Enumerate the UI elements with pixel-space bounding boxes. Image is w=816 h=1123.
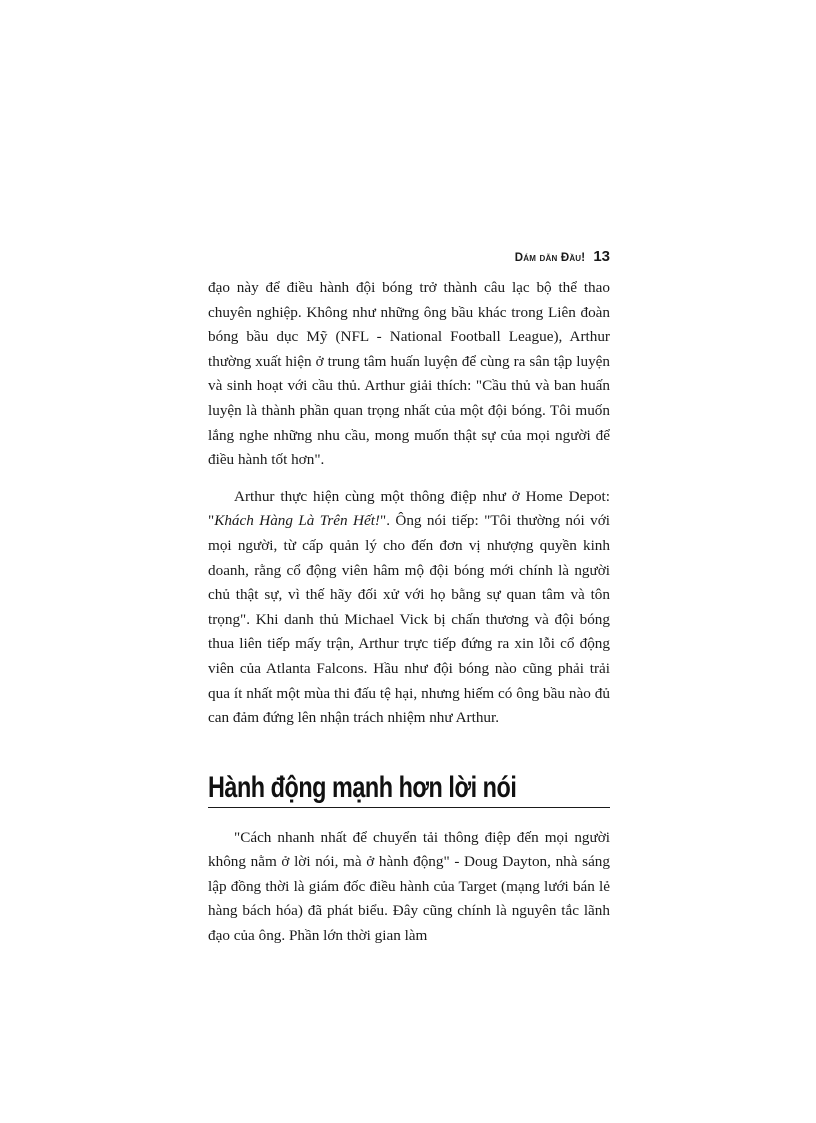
- heading-underline: [208, 807, 610, 808]
- page-number: 13: [593, 248, 610, 265]
- paragraph-text-end: ". Ông nói tiếp: "Tôi thường nói với mọi người, từ cấp quản lý cho đến đơn vị nhượng quyền kinh doanh, rằng cổ động viên hâm mộ đội bóng mới chính là người chủ thật sự, vì thế hãy đối xử với họ bằng sự quan tâm và tôn trọng". Khi danh thủ Michael Vick bị chấn thương và đội bóng thua liên tiếp mấy trận, Arthur trực tiếp đứng ra xin lỗi cổ động viên của Atlanta Falcons. Hầu như đội bóng nào cũng phải trải qua ít nhất một mùa thi đấu tệ hại, nhưng hiếm có ông bầu nào đủ can đảm đứng lên nhận trách nhiệm như Arthur.: [208, 512, 611, 727]
- paragraph-continuation: đạo này để điều hành đội bóng trở thành câu lạc bộ thể thao chuyên nghiệp. Không như những ông bầu khác trong Liên đoàn bóng bầu dục Mỹ (NFL - National Football League), Arthur thường xuất hiện ở trung tâm huấn luyện để cùng ra sân tập luyện và sinh hoạt với cầu thủ. Arthur giải thích: "Cầu thủ và ban huấn luyện là thành phần quan trọng nhất của một đội bóng. Tôi muốn lắng nghe những nhu cầu, mong muốn thật sự của mọi người để điều hành tốt hơn".: [208, 279, 610, 469]
- page-body: [208, 276, 610, 949]
- paragraph-doug-dayton: "Cách nhanh nhất để chuyển tải thông điệp đến mọi người không nằm ở lời nói, mà ở hành động" - Doug Dayton, nhà sáng lập đồng thời là giám đốc điều hành của Target (mạng lưới bán lẻ hàng bách hóa) đã phát biểu. Đây cũng chính là nguyên tắc lãnh đạo của ông. Phần lớn thời gian làm: [208, 828, 610, 945]
- book-title: Dám dẫn Đầu!: [514, 252, 586, 264]
- running-header: [0, 248, 610, 266]
- paragraph-home-depot: [208, 485, 610, 731]
- paragraph-text-start: Arthur thực hiện cùng một thông điệp như ở Home Depot: ": [208, 487, 610, 530]
- emphasized-slogan: Khách Hàng Là Trên Hết!: [214, 512, 380, 530]
- section-heading: Hành động mạnh hơn lời nói: [208, 770, 517, 804]
